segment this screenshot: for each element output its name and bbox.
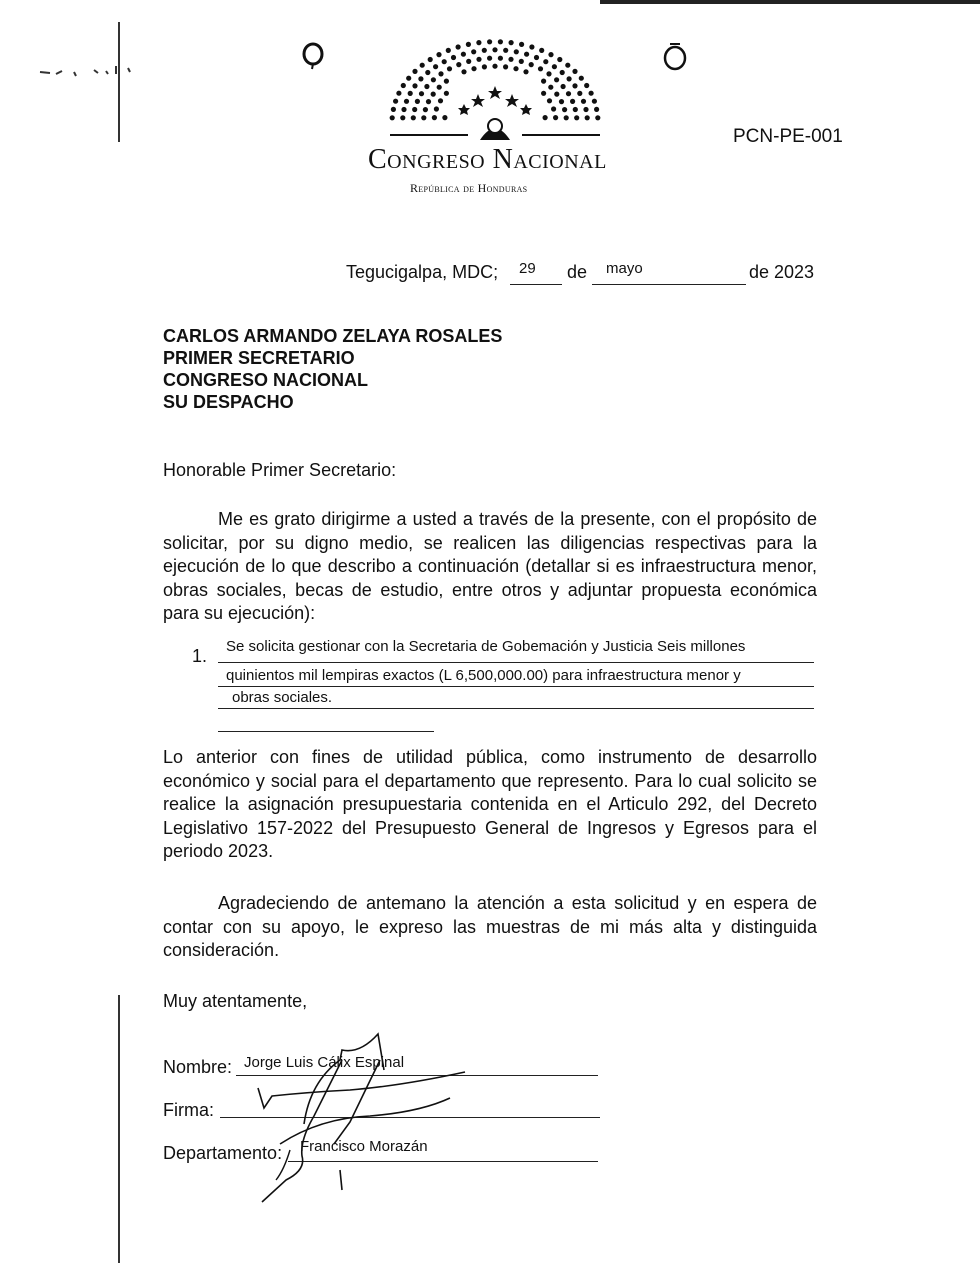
logo-seat-dot xyxy=(401,83,406,88)
logo-seat-dot xyxy=(400,115,405,120)
purpose-line: Legislativo 157-2022 del Presupuesto General de Ingresos y Egresos para el xyxy=(163,817,817,838)
logo-seat-dot xyxy=(560,70,565,75)
intro-line: Me es grato dirigirme a usted a través de la presente, con el propósito de xyxy=(218,509,817,529)
department-value: Francisco Morazán xyxy=(300,1138,428,1155)
item-rule xyxy=(218,708,814,709)
department-label: Departamento: xyxy=(163,1143,283,1163)
margin-line-bottom xyxy=(118,995,120,1263)
name-label: Nombre: xyxy=(163,1057,233,1077)
logo-seat-dot xyxy=(572,83,577,88)
logo-seat-dot xyxy=(595,115,600,120)
logo-seat-dot xyxy=(424,84,429,89)
purpose-paragraph xyxy=(163,746,817,864)
logo-seat-dot xyxy=(432,115,437,120)
logo-seat-dot xyxy=(428,57,433,62)
logo-seat-dot xyxy=(406,76,411,81)
logo-seat-dot xyxy=(466,42,471,47)
logo-seat-dot xyxy=(579,76,584,81)
logo-seat-dot xyxy=(434,106,439,111)
logo-seat-dot xyxy=(466,59,471,64)
logo-seat-dot xyxy=(564,115,569,120)
closing-line: contar con su apoyo, le expreso las muestras de mi más alta y distinguida xyxy=(163,916,817,937)
logo-seat-dot xyxy=(476,57,481,62)
institution-title: Congreso Nacional xyxy=(368,144,607,175)
logo-seat-dot xyxy=(514,49,519,54)
logo-seat-dot xyxy=(523,69,528,74)
recipient-block xyxy=(163,325,502,413)
logo-seat-dot xyxy=(442,59,447,64)
item-rule xyxy=(218,731,434,732)
logo-seat-dot xyxy=(482,64,487,69)
logo-seat-dot xyxy=(487,39,492,44)
date-day: 29 xyxy=(519,260,536,277)
logo-seat-dot xyxy=(442,115,447,120)
margin-line-top xyxy=(118,22,120,142)
date-month-line xyxy=(592,284,746,285)
date-month: mayo xyxy=(606,260,643,277)
item-number: 1. xyxy=(192,646,208,666)
logo-seat-dot xyxy=(433,64,438,69)
logo-seat-dot xyxy=(519,59,524,64)
closing-line: Agradeciendo de antemano la atención a esta solicitud y en espera de xyxy=(218,893,817,913)
purpose-line: Lo anterior con fines de utilidad pública, como instrumento de desarrollo xyxy=(163,747,817,767)
date-prefix: Tegucigalpa, MDC; xyxy=(346,262,499,282)
logo-seat-dot xyxy=(423,107,428,112)
logo-seat-dot xyxy=(503,64,508,69)
intro-line: obras sociales, becas de estudio, entre otros y adjuntar propuesta económica xyxy=(163,579,817,600)
logo-seat-dot xyxy=(412,69,417,74)
logo-seat-dot xyxy=(461,52,466,57)
logo-seat-dot xyxy=(561,84,566,89)
punch-hole-left xyxy=(298,40,328,70)
logo-seat-dot xyxy=(421,115,426,120)
logo-seat-dot xyxy=(572,69,577,74)
recipient-institution: CONGRESO NACIONAL xyxy=(163,370,369,390)
handwritten-signature xyxy=(220,1020,480,1210)
logo-seat-dot xyxy=(461,69,466,74)
logo-seat-dot xyxy=(513,66,518,71)
recipient-title: PRIMER SECRETARIO xyxy=(163,348,355,368)
purpose-line: económico y social para el departamento que represento. Para lo cual solicito se xyxy=(163,770,817,791)
logo-seat-dot xyxy=(529,62,534,67)
logo-seat-dot xyxy=(584,83,589,88)
logo-seat-dot xyxy=(476,40,481,45)
logo-seat-dot xyxy=(538,66,543,71)
recipient-name: CARLOS ARMANDO ZELAYA ROSALES xyxy=(163,326,503,346)
form-code: PCN-PE-001 xyxy=(733,126,843,147)
logo-seat-dot xyxy=(456,62,461,67)
scan-marks xyxy=(36,62,136,82)
logo-seat-dot xyxy=(431,92,436,97)
intro-paragraph xyxy=(163,508,817,626)
logo-seat-dot xyxy=(548,52,553,57)
logo-seat-dot xyxy=(438,98,443,103)
logo-seat-dot xyxy=(541,91,546,96)
logo-seat-dot xyxy=(498,56,503,61)
logo-seat-dot xyxy=(404,99,409,104)
punch-hole-right xyxy=(660,40,690,72)
item-rule xyxy=(218,686,814,687)
closing-line: consideración. xyxy=(163,940,280,960)
logo-seat-dot xyxy=(577,91,582,96)
purpose-line: periodo 2023. xyxy=(163,841,274,861)
country-subtitle: República de Honduras xyxy=(410,181,528,195)
logo-seat-dot xyxy=(438,71,443,76)
logo-seat-dot xyxy=(471,49,476,54)
salutation: Honorable Primer Secretario: xyxy=(163,460,397,480)
logo-seat-dot xyxy=(446,48,451,53)
logo-seat-dot xyxy=(589,91,594,96)
logo-seat-dot xyxy=(444,91,449,96)
logo-seat-dot xyxy=(548,85,553,90)
logo-seat-dot xyxy=(492,47,497,52)
logo-seat-dot xyxy=(552,64,557,69)
congress-logo xyxy=(380,22,610,147)
logo-seat-dot xyxy=(492,64,497,69)
logo-seat-dot xyxy=(534,55,539,60)
logo-seat-dot xyxy=(543,115,548,120)
farewell: Muy atentamente, xyxy=(163,991,308,1011)
logo-seat-dot xyxy=(508,57,513,62)
logo-seat-dot xyxy=(482,48,487,53)
logo-seat-dot xyxy=(519,42,524,47)
scan-edge xyxy=(600,0,980,4)
date-day-line xyxy=(510,284,562,285)
logo-seat-dot xyxy=(529,44,534,49)
item-line: obras sociales. xyxy=(232,689,333,706)
logo-seat-dot xyxy=(553,115,558,120)
date-connector: de xyxy=(567,262,588,282)
logo-seat-dot xyxy=(431,77,436,82)
logo-seat-dot xyxy=(447,66,452,71)
logo-seat-dot xyxy=(546,71,551,76)
logo-seat-dot xyxy=(393,99,398,104)
intro-line: solicitar, por su digno medio, se realicen las diligencias respectivas para la xyxy=(163,532,817,553)
logo-seat-dot xyxy=(451,55,456,60)
logo-seat-dot xyxy=(412,83,417,88)
logo-seat-dot xyxy=(554,92,559,97)
logo-seat-dot xyxy=(585,115,590,120)
logo-seat-dot xyxy=(444,79,449,84)
intro-line: ejecución de lo que describo a continuación (detallar si es infraestructura menor, xyxy=(163,556,817,576)
logo-seat-dot xyxy=(412,107,417,112)
name-value: Jorge Luis Cálix Espinal xyxy=(244,1054,405,1071)
logo-seat-dot xyxy=(415,99,420,104)
logo-seat-dot xyxy=(581,99,586,104)
intro-line: para su ejecución): xyxy=(163,603,316,623)
logo-seat-dot xyxy=(420,63,425,68)
logo-seat-dot xyxy=(592,99,597,104)
logo-seat-dot xyxy=(574,115,579,120)
logo-seat-dot xyxy=(565,63,570,68)
logo-seat-dot xyxy=(408,91,413,96)
item-rule xyxy=(218,662,814,663)
signature-label: Firma: xyxy=(163,1100,214,1120)
logo-seat-dot xyxy=(390,115,395,120)
logo-seat-dot xyxy=(524,52,529,57)
logo-seat-dot xyxy=(437,85,442,90)
logo-seat-dot xyxy=(554,77,559,82)
logo-seat-dot xyxy=(396,91,401,96)
recipient-office: SU DESPACHO xyxy=(163,392,294,412)
item-line: Se solicita gestionar con la Secretaria de Gobemación y Justicia Seis millones xyxy=(226,638,746,655)
logo-seat-dot xyxy=(547,98,552,103)
closing-paragraph xyxy=(163,892,817,963)
logo-seat-dot xyxy=(425,70,430,75)
date-year: de 2023 xyxy=(749,262,815,282)
logo-seat-dot xyxy=(436,52,441,57)
logo-seat-dot xyxy=(567,76,572,81)
logo-seat-dot xyxy=(551,106,556,111)
logo-seat-dot xyxy=(573,107,578,112)
logo-seat-dot xyxy=(471,66,476,71)
logo-seat-dot xyxy=(391,107,396,112)
logo-seat-dot xyxy=(487,56,492,61)
logo-seat-dot xyxy=(557,57,562,62)
logo-seat-dot xyxy=(562,107,567,112)
logo-seat-dot xyxy=(503,48,508,53)
logo-seat-dot xyxy=(418,76,423,81)
logo-seat-dot xyxy=(543,59,548,64)
logo-seat-dot xyxy=(594,107,599,112)
logo-seat-dot xyxy=(539,48,544,53)
logo-seat-dot xyxy=(583,107,588,112)
logo-seat-dot xyxy=(456,44,461,49)
logo-seat-dot xyxy=(426,99,431,104)
logo-seat-dot xyxy=(559,99,564,104)
logo-seat-dot xyxy=(401,107,406,112)
logo-seat-dot xyxy=(541,79,546,84)
purpose-line: realice la asignación presupuestaria contenida en el Articulo 292, del Decreto xyxy=(163,794,817,814)
logo-seat-dot xyxy=(570,99,575,104)
item-line: quinientos mil lempiras exactos (L 6,500,000.00) para infraestructura menor y xyxy=(226,667,741,684)
logo-seat-dot xyxy=(498,39,503,44)
logo-seat-dot xyxy=(411,115,416,120)
logo-seat-dot xyxy=(419,91,424,96)
logo-seat-dot xyxy=(566,91,571,96)
logo-seat-dot xyxy=(509,40,514,45)
